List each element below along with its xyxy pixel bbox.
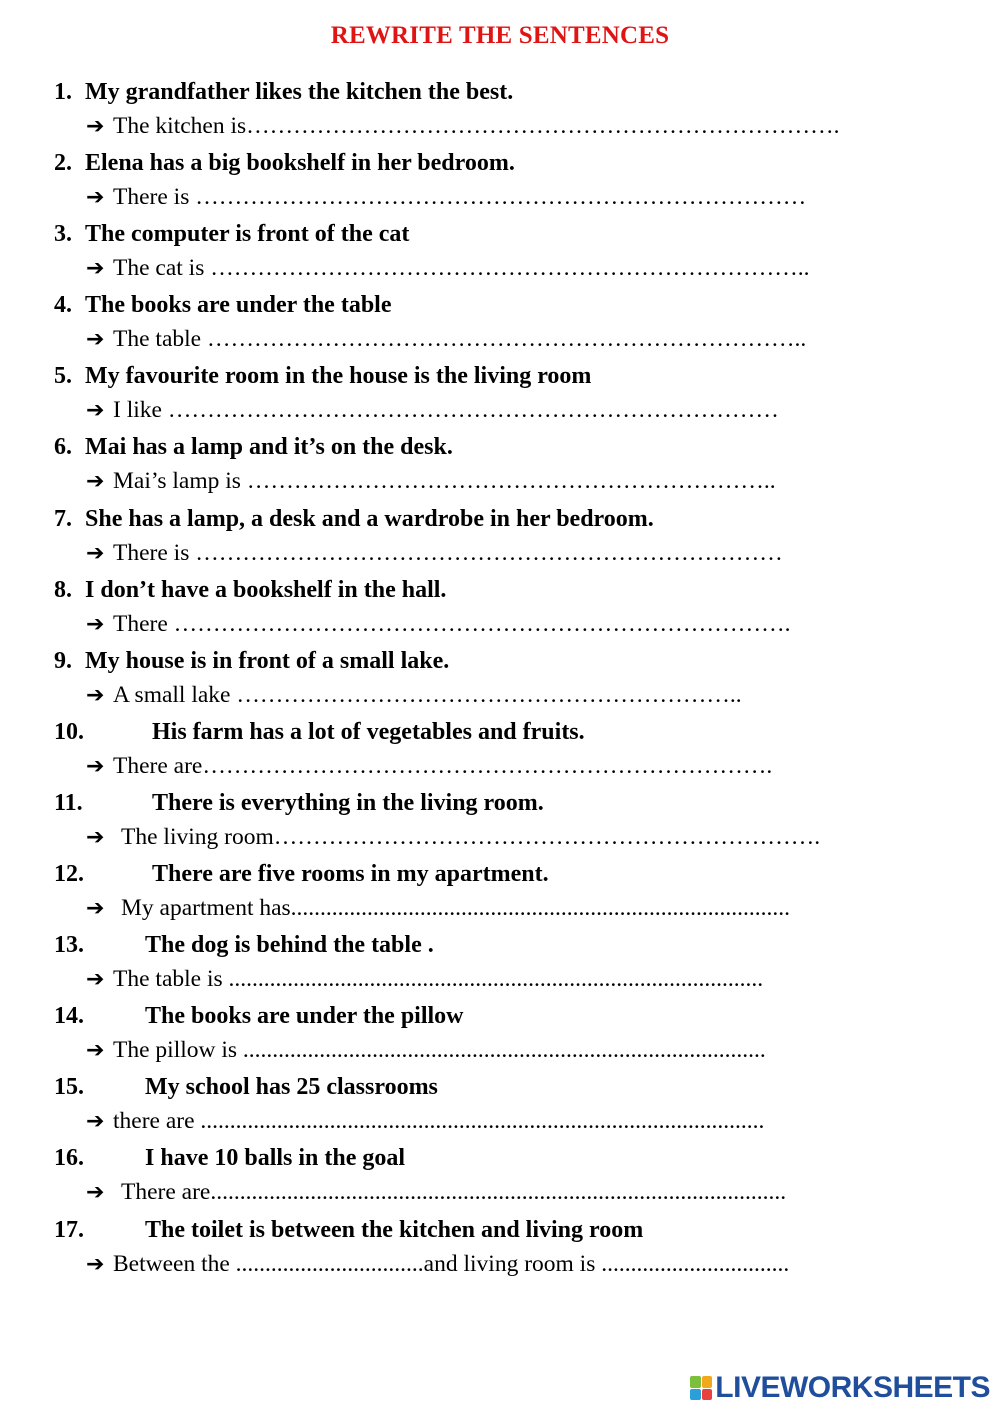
question-text: I don’t have a bookshelf in the hall. bbox=[85, 576, 447, 603]
question-text: There are five rooms in my apartment. bbox=[152, 861, 549, 888]
arrow-icon: ➔ bbox=[86, 611, 105, 637]
question-text: His farm has a lot of vegetables and fruits. bbox=[152, 718, 585, 745]
answer-prompt: The living room……………………………………………………………. bbox=[121, 823, 821, 850]
arrow-icon: ➔ bbox=[86, 824, 105, 850]
answer-line[interactable] bbox=[86, 324, 806, 355]
question-text: My house is in front of a small lake. bbox=[85, 647, 450, 674]
exercise-item bbox=[54, 716, 954, 787]
exercise-item bbox=[54, 787, 954, 858]
question-text: The toilet is between the kitchen and living room bbox=[145, 1216, 644, 1243]
exercise-item bbox=[54, 1214, 954, 1285]
answer-line[interactable] bbox=[86, 609, 791, 640]
question-number: 3. bbox=[54, 221, 72, 248]
answer-line[interactable] bbox=[86, 1177, 786, 1208]
question bbox=[54, 218, 409, 250]
question-number: 7. bbox=[54, 505, 72, 532]
question-number: 17. bbox=[54, 1216, 84, 1243]
question bbox=[54, 858, 549, 890]
exercise-item bbox=[54, 929, 954, 1000]
answer-prompt: A small lake ……………………………………………………….. bbox=[113, 681, 742, 708]
exercise-item bbox=[54, 147, 954, 218]
liveworksheets-logo bbox=[690, 1371, 990, 1405]
question bbox=[54, 787, 544, 819]
question-number: 13. bbox=[54, 932, 84, 959]
logo-square bbox=[690, 1389, 701, 1401]
exercise-item bbox=[54, 360, 954, 431]
answer-prompt: I like …………………………………………………………………… bbox=[113, 397, 779, 424]
question bbox=[54, 360, 591, 392]
answer-line[interactable] bbox=[86, 1106, 764, 1137]
arrow-icon: ➔ bbox=[86, 967, 105, 993]
answer-line[interactable] bbox=[86, 893, 790, 924]
arrow-icon: ➔ bbox=[86, 1109, 105, 1135]
answer-prompt: there are ................................................................................................ bbox=[113, 1108, 765, 1135]
arrow-icon: ➔ bbox=[86, 1038, 105, 1064]
worksheet-title: REWRITE THE SENTENCES bbox=[330, 22, 670, 49]
question-number: 8. bbox=[54, 576, 72, 603]
answer-prompt: The table is ........................................................................................... bbox=[113, 966, 764, 993]
arrow-icon: ➔ bbox=[86, 896, 105, 922]
answer-line[interactable] bbox=[86, 822, 820, 853]
question bbox=[54, 645, 449, 677]
question-number: 4. bbox=[54, 292, 72, 319]
exercise-item bbox=[54, 645, 954, 716]
question bbox=[54, 289, 391, 321]
exercise-item bbox=[54, 76, 954, 147]
arrow-icon: ➔ bbox=[86, 114, 105, 139]
answer-prompt: There is ………………………………………………………………… bbox=[113, 539, 783, 566]
exercise-item bbox=[54, 431, 954, 502]
exercise-item bbox=[54, 1000, 954, 1071]
question bbox=[54, 1214, 643, 1246]
question bbox=[54, 574, 446, 606]
exercise-item bbox=[54, 503, 954, 574]
question-text: The computer is front of the cat bbox=[85, 221, 410, 248]
question bbox=[54, 1000, 464, 1032]
answer-line[interactable] bbox=[86, 182, 806, 213]
answer-line[interactable] bbox=[86, 253, 809, 284]
question-text: Elena has a big bookshelf in her bedroom. bbox=[85, 150, 515, 177]
question-number: 15. bbox=[54, 1074, 84, 1101]
exercise-item bbox=[54, 1071, 954, 1142]
answer-line[interactable] bbox=[86, 466, 776, 497]
answer-line[interactable] bbox=[86, 680, 742, 711]
arrow-icon: ➔ bbox=[86, 398, 105, 424]
answer-line[interactable] bbox=[86, 751, 772, 782]
arrow-icon: ➔ bbox=[86, 256, 105, 282]
arrow-icon: ➔ bbox=[86, 1251, 105, 1277]
exercise-item bbox=[54, 218, 954, 289]
question-number: 9. bbox=[54, 647, 72, 674]
question-text: There is everything in the living room. bbox=[152, 789, 544, 816]
arrow-icon: ➔ bbox=[86, 1180, 105, 1206]
arrow-icon: ➔ bbox=[86, 540, 105, 566]
exercise-item bbox=[54, 289, 954, 360]
answer-prompt: There are………………………………………………………………. bbox=[113, 752, 773, 779]
answer-prompt: There ……………………………………………………………………. bbox=[113, 610, 791, 637]
question bbox=[54, 929, 434, 961]
answer-line[interactable] bbox=[86, 538, 783, 569]
logo-mark-icon bbox=[690, 1376, 712, 1400]
question-text: The books are under the pillow bbox=[145, 1003, 464, 1030]
question bbox=[54, 76, 513, 108]
answer-line[interactable] bbox=[86, 1249, 789, 1280]
arrow-icon: ➔ bbox=[86, 753, 105, 779]
question-number: 1. bbox=[54, 79, 72, 105]
answer-line[interactable] bbox=[86, 1035, 766, 1066]
answer-line[interactable] bbox=[86, 111, 840, 142]
question-text: She has a lamp, a desk and a wardrobe in her bedroom. bbox=[85, 505, 654, 532]
question-number: 6. bbox=[54, 434, 72, 461]
exercise-item bbox=[54, 1142, 954, 1213]
question bbox=[54, 1142, 405, 1174]
question-text: Mai has a lamp and it’s on the desk. bbox=[85, 434, 453, 461]
question-number: 16. bbox=[54, 1145, 84, 1172]
answer-prompt: There is …………………………………………………………………… bbox=[113, 184, 807, 211]
exercise-list bbox=[54, 76, 954, 1285]
question-text: My grandfather likes the kitchen the best. bbox=[85, 79, 514, 105]
question-number: 12. bbox=[54, 861, 84, 888]
answer-prompt: The table ………………………………………………………………….. bbox=[113, 326, 807, 353]
question-text: The dog is behind the table . bbox=[145, 932, 434, 959]
question-number: 2. bbox=[54, 150, 72, 177]
logo-text: LIVEWORKSHEETS bbox=[715, 1371, 990, 1404]
answer-prompt: Between the ................................and living room is ................................ bbox=[113, 1250, 790, 1277]
exercise-item bbox=[54, 574, 954, 645]
answer-prompt: The pillow is ......................................................................................... bbox=[113, 1037, 766, 1064]
question-number: 5. bbox=[54, 363, 72, 390]
logo-square bbox=[702, 1376, 713, 1388]
question bbox=[54, 503, 654, 535]
arrow-icon: ➔ bbox=[86, 327, 105, 353]
answer-prompt: The cat is ………………………………………………………………….. bbox=[113, 255, 810, 282]
arrow-icon: ➔ bbox=[86, 469, 105, 495]
arrow-icon: ➔ bbox=[86, 682, 105, 708]
question bbox=[54, 431, 453, 463]
answer-prompt: There are.................................................................................................. bbox=[121, 1179, 787, 1206]
question-text: My school has 25 classrooms bbox=[145, 1074, 438, 1101]
arrow-icon: ➔ bbox=[86, 185, 105, 211]
logo-square bbox=[702, 1389, 713, 1401]
question-number: 11. bbox=[54, 789, 83, 816]
question-text: The books are under the table bbox=[85, 292, 392, 319]
question-text: My favourite room in the house is the living room bbox=[85, 363, 592, 390]
logo-square bbox=[690, 1376, 701, 1388]
question bbox=[54, 1071, 438, 1103]
question bbox=[54, 147, 515, 179]
answer-prompt: The kitchen is…………………………………………………………………. bbox=[113, 113, 840, 139]
question-text: I have 10 balls in the goal bbox=[145, 1145, 406, 1172]
answer-line[interactable] bbox=[86, 964, 763, 995]
answer-prompt: My apartment has..................................................................................... bbox=[121, 895, 791, 922]
answer-prompt: Mai’s lamp is ………………………………………………………….. bbox=[113, 468, 776, 495]
question-number: 10. bbox=[54, 718, 84, 745]
answer-line[interactable] bbox=[86, 395, 779, 426]
question-number: 14. bbox=[54, 1003, 84, 1030]
exercise-item bbox=[54, 858, 954, 929]
question bbox=[54, 716, 585, 748]
